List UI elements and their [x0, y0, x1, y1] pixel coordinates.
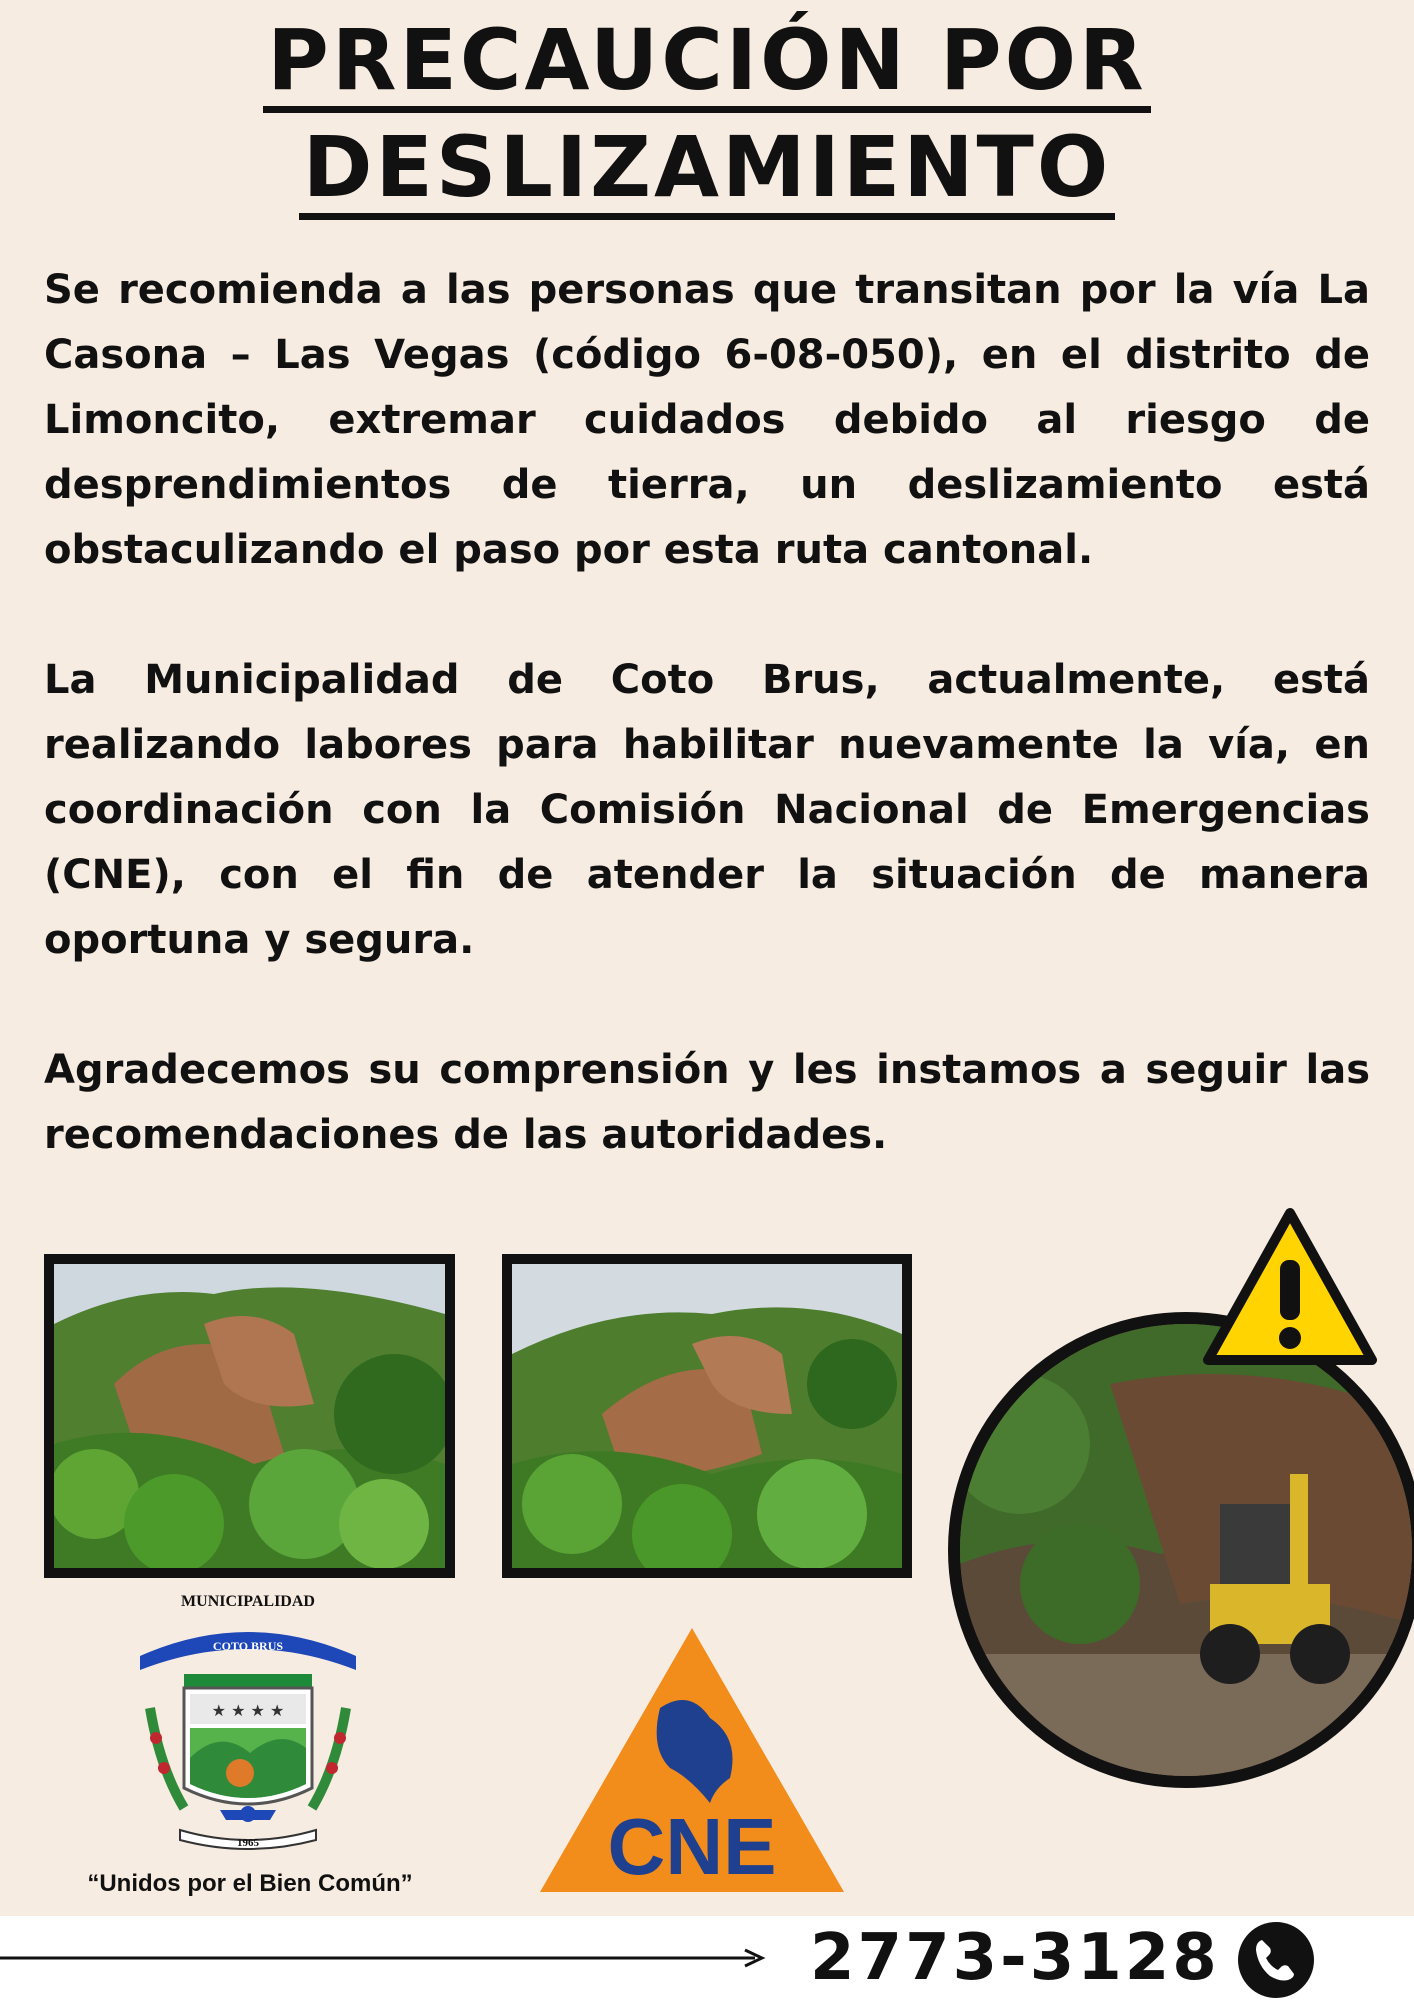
title-line-1: PRECAUCIÓN POR — [263, 14, 1150, 113]
phone-icon — [1236, 1920, 1316, 2000]
landslide-photo-2 — [502, 1254, 912, 1578]
excavator-photo — [948, 1312, 1414, 1788]
paragraph-warning: Se recomienda a las personas que transitan por la vía La Casona – Las Vegas (código 6-08-050), en el distrito de Limoncito, extremar cuidados debido al riesgo de desprendimientos de tierra, un deslizamiento está obstaculizando el paso por esta ruta cantonal. — [44, 267, 1370, 573]
municipality-header: MUNICIPALIDAD — [181, 1593, 315, 1610]
municipality-slogan: “Unidos por el Bien Común” — [87, 1870, 413, 1897]
contact-phone-number[interactable]: 2773-3128 — [810, 1921, 1220, 1995]
municipality-year: 1965 — [237, 1837, 259, 1849]
paragraph-works: La Municipalidad de Coto Brus, actualmente, está realizando labores para habilitar nuevamente la vía, en coordinación con la Comisión Nacional de Emergencias (CNE), con el fin de atender la situación de manera oportuna y segura. — [44, 657, 1370, 963]
notice-body — [44, 258, 1370, 1168]
page-title — [0, 11, 1414, 222]
landslide-photo-1 — [44, 1254, 455, 1578]
svg-text:★ ★ ★ ★: ★ ★ ★ ★ — [211, 1701, 285, 1720]
warning-icon — [1200, 1205, 1380, 1370]
cne-logo — [540, 1628, 844, 1892]
municipality-logo — [120, 1588, 376, 1856]
title-line-2: DESLIZAMIENTO — [299, 121, 1116, 220]
cne-label: CNE — [607, 1802, 777, 1891]
municipality-banner: COTO BRUS — [212, 1639, 284, 1653]
paragraph-thanks: Agradecemos su comprensión y les instamos a seguir las recomendaciones de las autoridades. — [44, 1047, 1370, 1158]
arrow-icon — [0, 1938, 770, 1978]
